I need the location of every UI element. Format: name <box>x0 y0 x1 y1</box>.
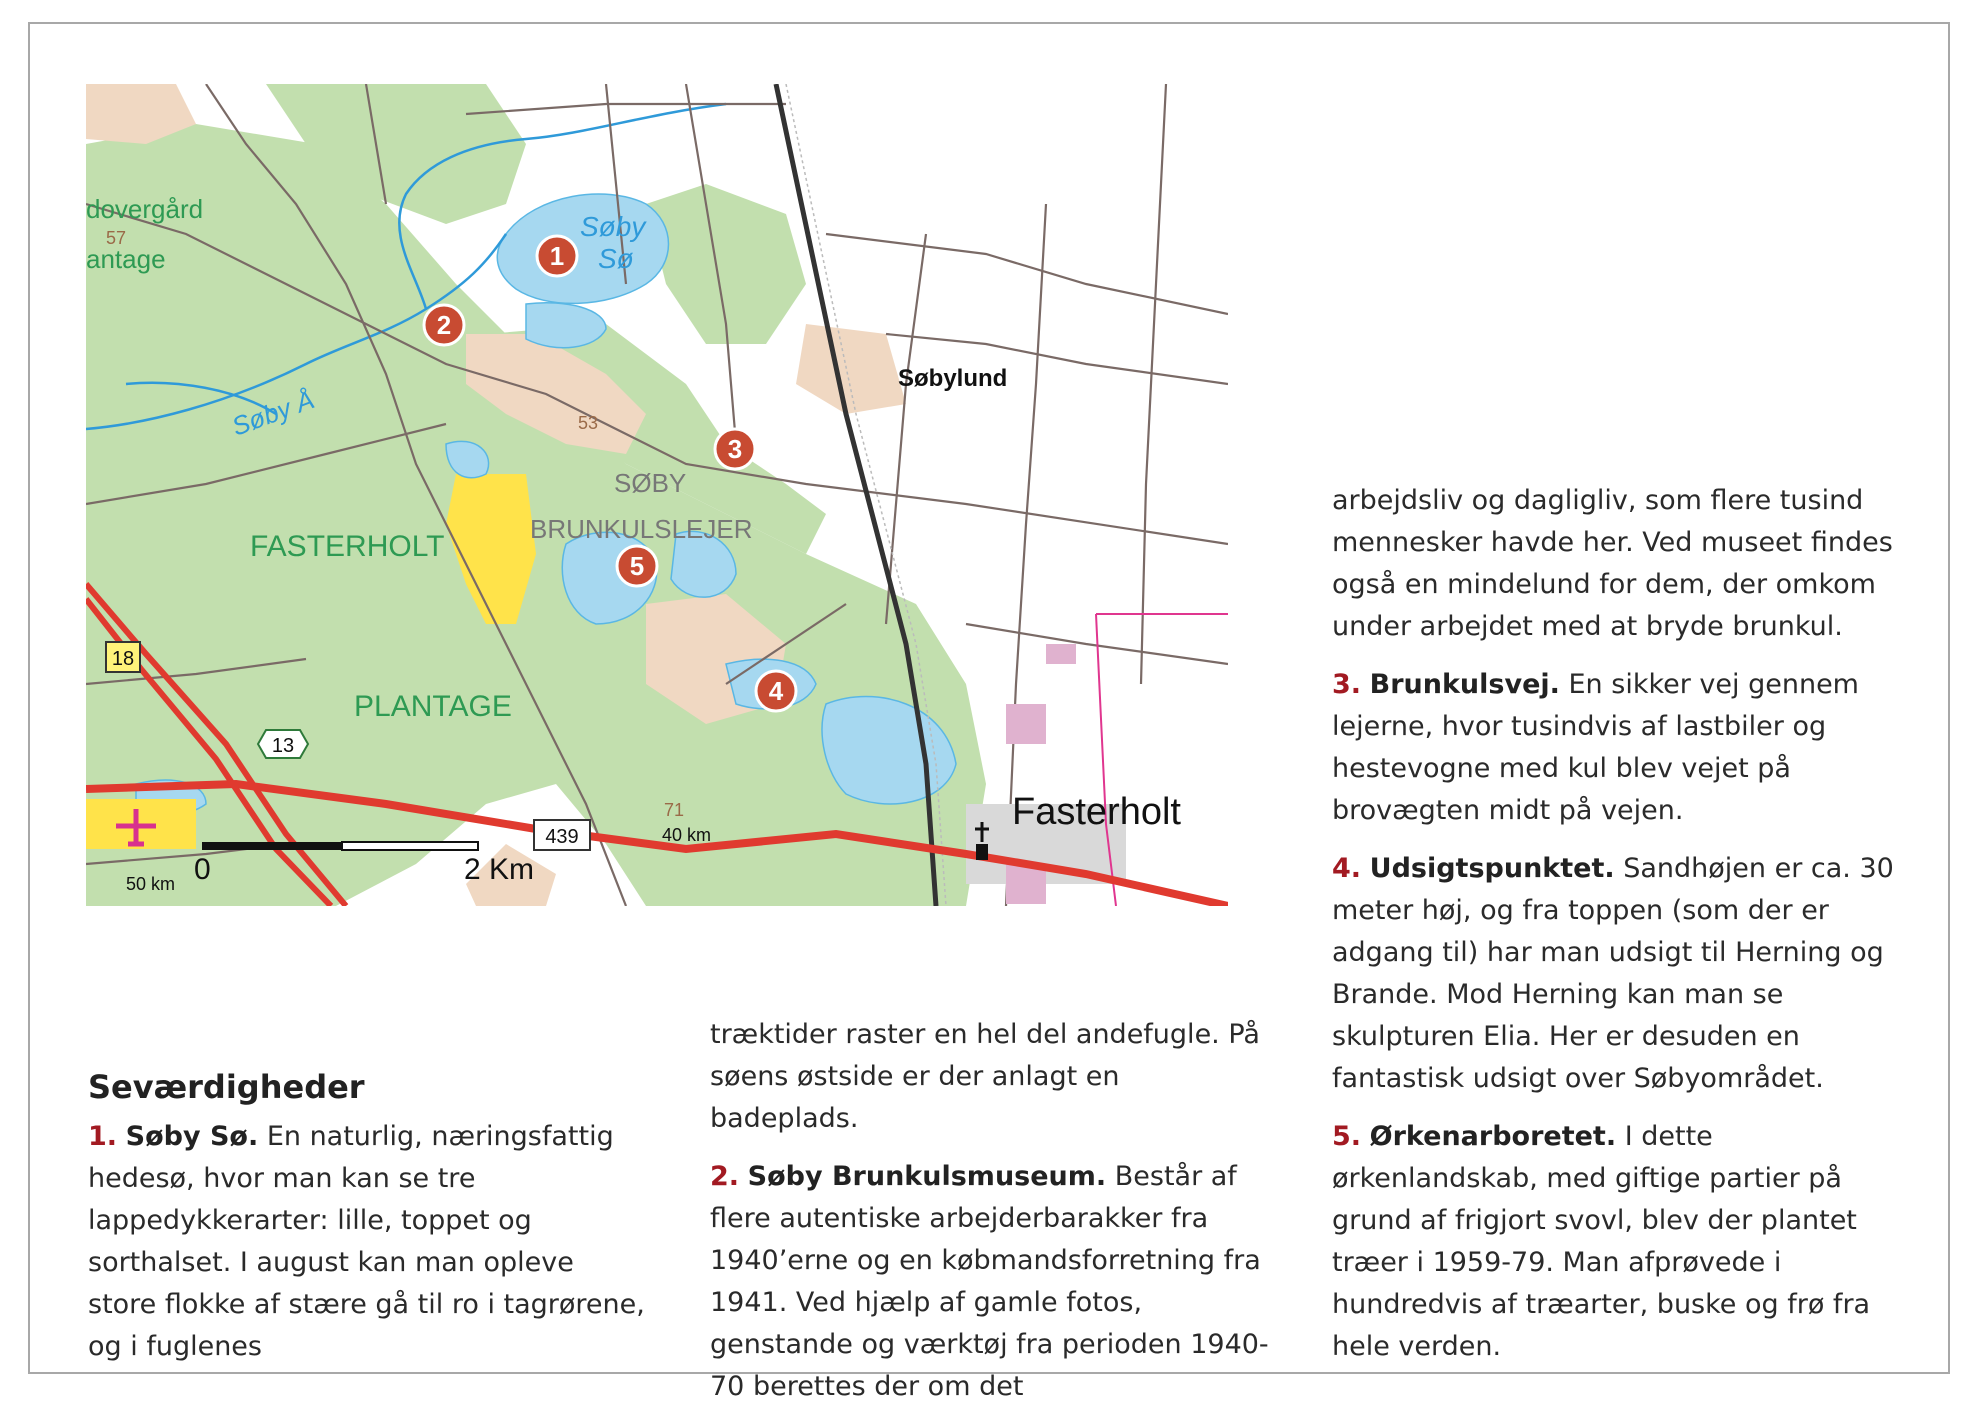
item-4-body: Sandhøjen er ca. 30 meter høj, og fra toppen (som der er adgang til) har man udsigt til Herning og Brande. Mod Herning kan man se skulpturen Elia. Her er desuden en fantastisk udsigt over Søbyområdet. <box>1332 853 1894 1094</box>
item-1-continued: træktider raster en hel del andefugle. På søens østside er der anlagt en badeplads. <box>710 1019 1260 1134</box>
svg-text:13: 13 <box>271 735 295 757</box>
section-heading: Seværdigheder <box>88 1068 365 1106</box>
item-2 <box>710 1156 1270 1408</box>
scale-bar <box>202 842 478 850</box>
item-3-title: Brunkulsvej. <box>1369 669 1560 700</box>
item-4-number: 4. <box>1332 853 1362 884</box>
item-5-body: I dette ørkenlandskab, med giftige partier på grund af frigjort svovl, blev der plantet træer i 1959-79. Man afprøvede i hundredvis af træarter, buske og frø fra hele verden. <box>1332 1121 1871 1362</box>
svg-text:439: 439 <box>545 826 579 848</box>
label-plantage: PLANTAGE <box>354 690 512 723</box>
item-4 <box>1332 848 1912 1100</box>
scale-start-label: 0 <box>194 853 211 886</box>
item-2-body: Består af flere autentiske arbejderbarakker fra 1940’erne og en købmandsforretning fra 1941. Ved hjælp af gamle fotos, genstande og værktøj fra perioden 1940-70 berettes der om det <box>710 1161 1269 1402</box>
text-column-3 <box>1332 480 1912 1384</box>
item-2-continued: arbejdsliv og dagligliv, som flere tusind mennesker havde her. Ved museet findes også en mindelund for dem, der omkom under arbejdet med at bryde brunkul. <box>1332 485 1893 642</box>
distance-marker-40: 40 km <box>662 825 712 845</box>
item-5-title: Ørkenarboretet. <box>1369 1121 1617 1152</box>
item-5-number: 5. <box>1332 1121 1362 1152</box>
label-soby-so-1: Søby <box>580 211 646 242</box>
text-column-1 <box>88 1116 648 1384</box>
item-1-number: 1. <box>88 1121 118 1152</box>
item-3-body: En sikker vej gennem lejerne, hvor tusindvis af lastbiler og hestevogne med kul blev vejet på brovægten midt på vejen. <box>1332 669 1859 826</box>
map-marker-4[interactable] <box>756 671 796 711</box>
svg-text:1: 1 <box>549 241 565 271</box>
label-sobylund: Søbylund <box>898 365 1008 392</box>
road-shield-439 <box>534 820 590 850</box>
label-soby-a: Søby Å <box>227 384 319 442</box>
item-3-number: 3. <box>1332 669 1362 700</box>
road-shield-18 <box>106 642 140 672</box>
item-4-title: Udsigtspunktet. <box>1369 853 1615 884</box>
scale-end-label: 2 Km <box>464 853 535 886</box>
label-dovergard: dovergård <box>86 194 204 224</box>
item-3 <box>1332 664 1912 832</box>
label-fasterholt-town: Fasterholt <box>1012 791 1181 833</box>
svg-text:4: 4 <box>768 676 784 706</box>
label-soby-brunkul-1: SØBY <box>614 468 687 498</box>
label-soby-so-2: Sø <box>598 243 634 274</box>
item-2-title: Søby Brunkulsmuseum. <box>747 1161 1107 1192</box>
topographic-map <box>86 84 1228 906</box>
item-1-title: Søby Sø. <box>125 1121 259 1152</box>
svg-text:5: 5 <box>629 551 645 581</box>
elevation-71: 71 <box>664 800 685 820</box>
item-1-body: En naturlig, næringsfattig hedesø, hvor man kan se tre lappedykkerarter: lille, toppet og sorthalset. I august kan man opleve store flokke af stære gå til ro i tagrørene, og i fuglenes <box>88 1121 645 1362</box>
text-column-2 <box>710 1014 1270 1424</box>
map-marker-5[interactable] <box>617 546 657 586</box>
label-soby-brunkul-2: BRUNKULSLEJER <box>530 514 753 544</box>
road-shield-13 <box>258 730 308 758</box>
elevation-57: 57 <box>106 228 127 248</box>
map-marker-2[interactable] <box>424 305 464 345</box>
label-antage: antage <box>86 244 166 274</box>
svg-text:2: 2 <box>436 310 452 340</box>
elevation-53: 53 <box>578 413 599 433</box>
item-2-number: 2. <box>710 1161 740 1192</box>
map-marker-3[interactable] <box>715 429 755 469</box>
item-5 <box>1332 1116 1912 1368</box>
svg-text:18: 18 <box>111 648 135 670</box>
label-fasterholt-forest: FASTERHOLT <box>250 530 445 563</box>
map-marker-1[interactable] <box>537 236 577 276</box>
svg-text:3: 3 <box>727 434 743 464</box>
item-1 <box>88 1116 648 1368</box>
distance-marker-50: 50 km <box>126 874 176 894</box>
